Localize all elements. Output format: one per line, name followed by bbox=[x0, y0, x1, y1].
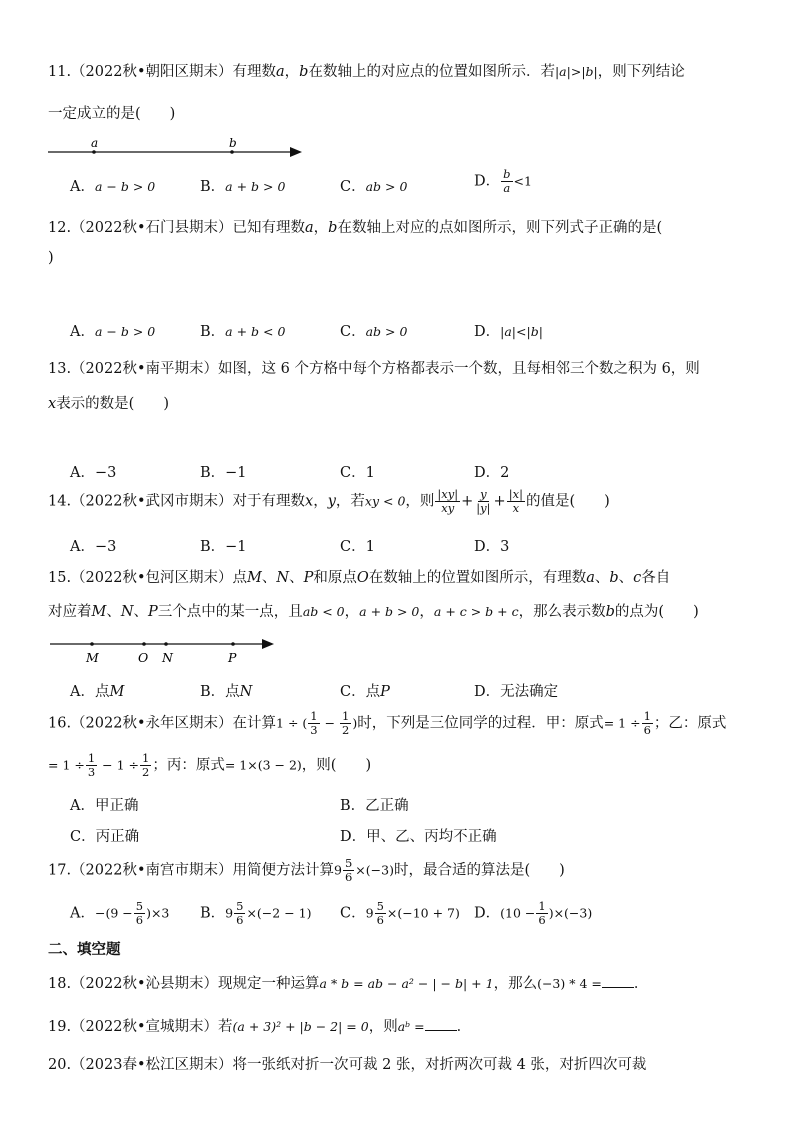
q19-line1: 19.（2022秋•宣城期末）若(a + 3)² + |b − 2| = 0，则aᵇ = ． bbox=[48, 1019, 472, 1035]
q16-option-b[interactable]: B．乙正确 bbox=[340, 798, 409, 814]
answer-blank[interactable] bbox=[602, 975, 634, 988]
section-heading: 二、填空题 bbox=[48, 942, 121, 958]
q13-line1: 13.（2022秋•南平期末）如图，这 6 个方格中每个方格都表示一个数，且每相邻三个数之积为 6，则 bbox=[48, 361, 700, 377]
q18-line1: 18.（2022秋•沁县期末）现规定一种运算a * b = ab − a² − | − b| + 1，那么(−3) * 4 = ． bbox=[48, 976, 649, 992]
q12-option-a[interactable]: A．a − b > 0 bbox=[70, 324, 156, 340]
q15-option-a[interactable]: A．点M bbox=[70, 684, 125, 700]
q12-line2: ) bbox=[48, 250, 54, 266]
q15-line1: 15.（2022秋•包河区期末）点M、N、P和原点O在数轴上的位置如图所示，有理数a、b、c各自 bbox=[48, 570, 671, 586]
q15-number-line bbox=[48, 633, 280, 667]
q13-line2: x表示的数是( ) bbox=[48, 396, 170, 412]
point-O bbox=[142, 642, 146, 646]
q14-option-c[interactable]: C．1 bbox=[340, 539, 375, 555]
point-M bbox=[90, 642, 94, 646]
q11-option-d[interactable]: D． $\frac{b}{a}$ <1 bbox=[474, 167, 532, 195]
q14-option-b[interactable]: B．−1 bbox=[200, 539, 247, 555]
q11-option-c[interactable]: C．ab > 0 bbox=[340, 179, 408, 195]
q12-option-b[interactable]: B．a + b < 0 bbox=[200, 324, 286, 340]
q13-option-a[interactable]: A．−3 bbox=[70, 465, 117, 481]
q16-option-c[interactable]: C．丙正确 bbox=[70, 829, 140, 845]
q16-line2: = 1 ÷ $\frac{1}{3}$ − 1 ÷ $\frac{1}{2}$ ；丙：原式= 1×(3 − 2)，则( ) bbox=[48, 751, 372, 779]
q16-line1: 16.（2022秋•永年区期末）在计算1 ÷ ( $\frac{1}{3}$ − $\frac{1}{2}$ )时，下列是三位同学的过程．甲：原式= 1 ÷ $\frac{1}{6}$ ；乙：原式 bbox=[48, 709, 727, 737]
axis-label-b: b bbox=[229, 136, 237, 150]
q11-line2: 一定成立的是( ) bbox=[48, 106, 176, 122]
q15-option-b[interactable]: B．点N bbox=[200, 684, 253, 700]
point-b bbox=[230, 150, 234, 154]
q20-line1: 20.（2023春•松江区期末）将一张纸对折一次可裁 2 张，对折两次可裁 4 张，对折四次可裁 bbox=[48, 1057, 647, 1073]
axis-label-P: P bbox=[228, 650, 237, 665]
q11-line1: 11.（2022秋•朝阳区期末）有理数a，b在数轴上的对应点的位置如图所示．若|a|>|b|，则下列结论 bbox=[48, 64, 685, 80]
q13-option-c[interactable]: C．1 bbox=[340, 465, 375, 481]
q13-option-b[interactable]: B．−1 bbox=[200, 465, 247, 481]
answer-blank[interactable] bbox=[425, 1018, 457, 1031]
q15-line2: 对应着M、N、P三个点中的某一点，且ab < 0，a + b > 0，a + c > b + c，那么表示数b的点为( ) bbox=[48, 604, 699, 620]
point-N bbox=[164, 642, 168, 646]
q17-option-c[interactable]: C．9 $\frac{5}{6}$ ×(−10 + 7) bbox=[340, 899, 460, 927]
point-a bbox=[92, 150, 96, 154]
q14-line1: 14.（2022秋•武冈市期末）对于有理数x，y，若xy < 0，则 $\frac{|xy|}{xy}$ + $\frac{y}{|y|}$ + $\frac{|x|}{x}$ 的值是( ) bbox=[48, 487, 610, 515]
q12-option-d[interactable]: D．|a|<|b| bbox=[474, 324, 543, 340]
q12-option-c[interactable]: C．ab > 0 bbox=[340, 324, 408, 340]
q15-option-c[interactable]: C．点P bbox=[340, 684, 390, 700]
var-b: b bbox=[299, 64, 309, 80]
q11-number-line bbox=[46, 136, 308, 162]
axis-label-M: M bbox=[86, 650, 99, 665]
point-P bbox=[231, 642, 235, 646]
q11-option-a[interactable]: A．a − b > 0 bbox=[70, 179, 156, 195]
condition: |a|>|b| bbox=[554, 64, 598, 79]
arrow-head bbox=[262, 639, 274, 649]
q14-option-d[interactable]: D．3 bbox=[474, 539, 510, 555]
var-a: a bbox=[276, 64, 285, 80]
q16-option-d[interactable]: D．甲、乙、丙均不正确 bbox=[340, 829, 497, 845]
q11-option-b[interactable]: B．a + b > 0 bbox=[200, 179, 286, 195]
axis-label-O: O bbox=[138, 650, 149, 665]
q16-option-a[interactable]: A．甲正确 bbox=[70, 798, 139, 814]
q15-option-d[interactable]: D．无法确定 bbox=[474, 684, 559, 700]
axis-label-a: a bbox=[91, 136, 99, 150]
q17-option-b[interactable]: B．9 $\frac{5}{6}$ ×(−2 − 1) bbox=[200, 899, 312, 927]
q17-option-a[interactable]: A．−(9 − $\frac{5}{6}$ )×3 bbox=[70, 899, 170, 927]
q17-option-d[interactable]: D．(10 − $\frac{1}{6}$ )×(−3) bbox=[474, 899, 593, 927]
q13-option-d[interactable]: D．2 bbox=[474, 465, 510, 481]
q14-option-a[interactable]: A．−3 bbox=[70, 539, 117, 555]
q12-line1: 12.（2022秋•石门县期末）已知有理数a，b在数轴上对应的点如图所示，则下列式子正确的是( bbox=[48, 220, 663, 236]
arrow-head bbox=[290, 147, 302, 157]
axis-label-N: N bbox=[162, 650, 173, 665]
q17-line1: 17.（2022秋•南宫市期末）用简便方法计算9 $\frac{5}{6}$ ×(−3)时，最合适的算法是( ) bbox=[48, 856, 565, 884]
